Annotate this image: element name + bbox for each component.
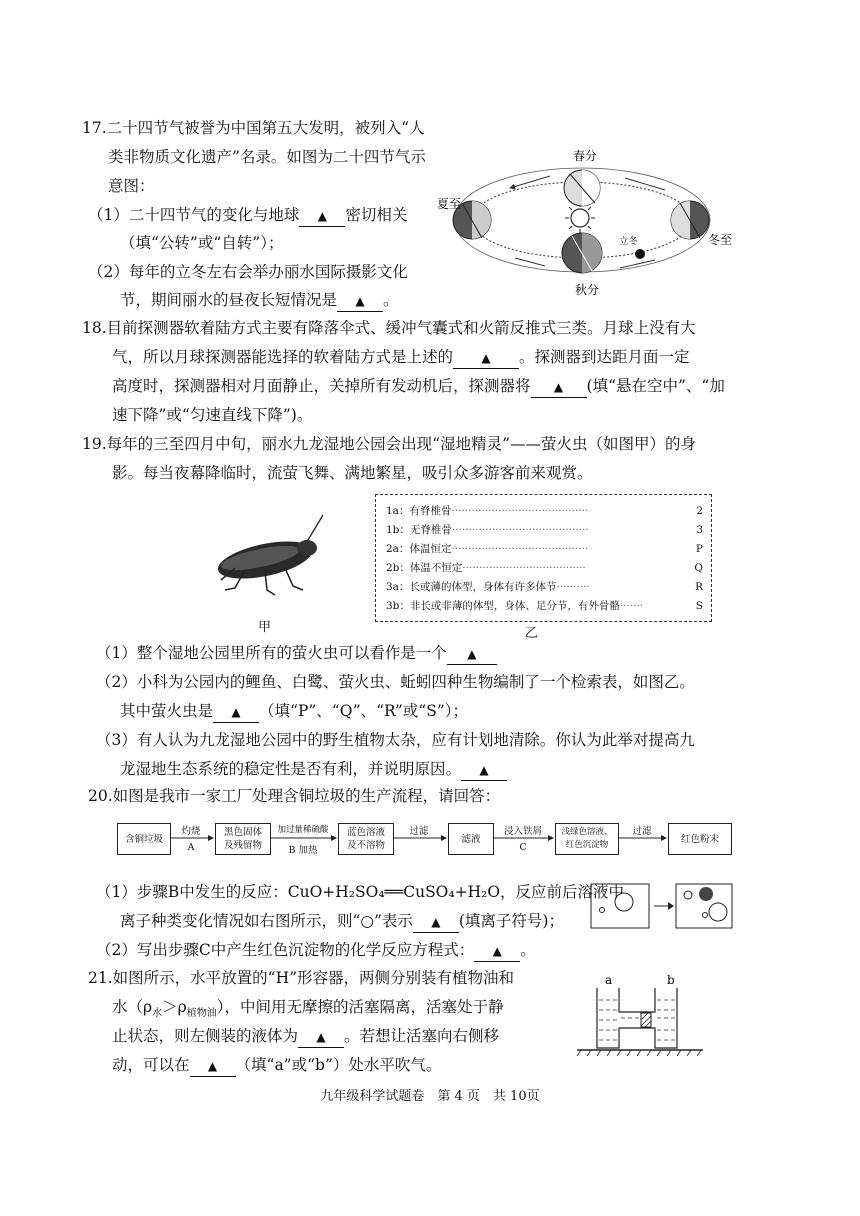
answer-blank[interactable]: ▲ [461, 760, 507, 781]
q21-l2-a: 水（ρ [112, 998, 153, 1016]
key-row-text: 3b：非长或非薄的体型，身体、足分节，有外骨骼 [386, 600, 620, 612]
flow-step-letter: B 加热 [288, 845, 318, 856]
answer-blank[interactable]: ▲ [299, 206, 345, 227]
q17-p2-end: 。 [383, 291, 399, 309]
q21-line1: 21.如图所示，水平放置的“H”形容器，两侧分别装有植物油和 [88, 969, 515, 987]
q20-p2-end: 。 [520, 941, 536, 959]
q21-line2 [112, 997, 504, 1024]
key-row: 2a：体温恒定········································· P [386, 543, 703, 555]
answer-blank[interactable]: ▲ [298, 1027, 344, 1048]
q21-line3 [112, 1026, 499, 1048]
key-row: 1a：有脊椎骨········································· 2 [386, 505, 703, 517]
flow-box: 滤液 [448, 823, 494, 855]
answer-blank[interactable]: ▲ [337, 291, 383, 312]
flow-step-letter: C [519, 842, 527, 853]
label-autumn: 秋分 [575, 283, 600, 297]
q21-l3-text2: 。若想让活塞向右侧移 [344, 1027, 500, 1045]
answer-blank[interactable]: ▲ [413, 912, 459, 933]
q17-p1-text2: 密切相关 [345, 206, 408, 224]
q21-sub-oil: 植物油 [186, 1008, 217, 1020]
label-lidong: 立冬 [619, 236, 639, 247]
q20-p2-text: （2）写出步骤C中产生红色沉淀物的化学反应方程式： [96, 941, 475, 959]
flow-step-label: 浸入铁屑 [503, 826, 542, 837]
flow-box: 黑色固体 及残留物 [215, 823, 271, 855]
key-row-text: 2a：体温恒定 [386, 543, 452, 555]
q18-l3-text: 高度时，探测器相对月面静止，关掉所有发动机后，探测器将 [112, 377, 531, 395]
q19-part3: （3）有人认为九龙湿地公园中的野生植物太杂，应有计划地清除。你认为此举对提高九 [96, 731, 695, 749]
key-row: 3a：长或薄的体型，身体有许多体节·········· R [386, 581, 703, 593]
q20-p1-text: 离子种类变化情况如右图所示，则“○”表示 [120, 912, 413, 930]
h-container-diagram [575, 970, 705, 1060]
q21-l3-text: 止状态，则左侧装的液体为 [112, 1027, 299, 1045]
key-row-text: 2b：体温不恒定 [386, 562, 463, 574]
answer-blank[interactable]: ▲ [531, 377, 587, 398]
q17-part2: （2）每年的立冬左右会举办丽水国际摄影文化 [88, 263, 408, 281]
q19-p1-text: （1）整个湿地公园里所有的萤火虫可以看作是一个 [96, 644, 447, 662]
label-a: a [605, 973, 613, 987]
q19-p3-text: 龙湿地生态系统的稳定性是否有利，并说明原因。 [120, 760, 462, 778]
label-b: b [667, 973, 675, 987]
key-row-result: R [695, 581, 703, 593]
label-winter: 冬至 [708, 233, 733, 247]
label-summer: 夏至 [437, 197, 462, 211]
q18-l2-text2: 。探测器到达距月面一定 [519, 348, 690, 366]
q21-l4-text2: （填“a”或“b”）处水平吹气。 [235, 1056, 442, 1074]
label-spring: 春分 [573, 149, 598, 163]
key-row-result: Q [694, 562, 703, 574]
q19-line2: 影。每当夜幕降临时，流萤飞舞、满地繁星，吸引众多游客前来观赏。 [112, 464, 593, 482]
flow-box: 含铜垃圾 [117, 823, 171, 855]
q18-l2-text: 气，所以月球探测器能选择的软着陆方式是上述的 [112, 348, 454, 366]
answer-blank[interactable]: ▲ [190, 1056, 236, 1077]
key-row-text: 1b：无脊椎骨 [386, 524, 452, 536]
q17-line3: 意图： [108, 177, 155, 195]
q20-p1-hint: (填离子符号)； [458, 912, 564, 930]
q17-line2: 类非物质文化遗产”名录。如图为二十四节气示 [108, 148, 426, 166]
key-row-text: 3a：长或薄的体型，身体有许多体节 [386, 581, 557, 593]
key-row: 3b：非长或非薄的体型，身体、足分节，有外骨骼······· S [386, 600, 703, 612]
q17-part1-hint: （填“公转”或“自转”）； [120, 234, 284, 252]
key-row-result: P [695, 543, 703, 555]
q19-p2-hint: （填“P”、“Q”、“R”或“S”）； [259, 702, 469, 720]
key-row-result: 2 [696, 505, 703, 517]
flow-step-label: 加过量稀硫酸 [277, 825, 329, 835]
q21-l2-b: ），中间用无摩擦的活塞隔离，活塞处于静 [216, 998, 504, 1016]
q20-part1b [120, 911, 564, 933]
q20-part1: （1）步骤B中发生的反应：CuO+H₂SO₄══CuSO₄+H₂O，反应前后溶液中 [96, 883, 625, 901]
flow-box: 红色粉末 [668, 823, 732, 855]
ion-change-diagram [590, 880, 735, 932]
q18-line4: 速下降”或“匀速直线下降”)。 [112, 406, 313, 424]
flow-box: 蓝色溶液 及不溶物 [338, 823, 394, 855]
q19-line1: 19.每年的三至四月中旬，丽水九龙湿地公园会出现“湿地精灵”——萤火虫（如图甲）的身 [82, 435, 697, 453]
flow-step-label: 灼烧 [181, 826, 201, 837]
answer-blank[interactable]: ▲ [453, 348, 519, 369]
q19-p2-text: 其中萤火虫是 [120, 702, 214, 720]
key-row-result: 3 [696, 524, 703, 536]
q20-line1: 20.如图是我市一家工厂处理含铜垃圾的生产流程，请回答： [88, 787, 501, 805]
q18-line1: 18.目前探测器软着陆方式主要有降落伞式、缓冲气囊式和火箭反推式三类。月球上没有大 [82, 319, 696, 337]
key-row: 1b：无脊椎骨········································· 3 [386, 524, 703, 536]
q21-l2-mid: ＞ρ [162, 998, 187, 1016]
q21-l4-text: 动，可以在 [112, 1056, 190, 1074]
q20-part2 [96, 940, 536, 962]
page-footer: 九年级科学试题卷 第 4 页 共 10页 [320, 1089, 540, 1104]
flow-step-label: 过滤 [409, 826, 429, 837]
key-row: 2b：体温不恒定····································· Q [386, 562, 703, 574]
key-row-result: S [695, 600, 703, 612]
answer-blank[interactable]: ▲ [474, 941, 520, 962]
flow-box: 浅绿色溶液、 红色沉淀物 [555, 823, 619, 855]
flow-step-label: 过滤 [632, 826, 652, 837]
flow-step-letter: A [187, 842, 195, 853]
q18-l3-text2: (填“悬在空中”、“加 [586, 377, 725, 395]
answer-blank[interactable]: ▲ [213, 702, 259, 723]
q17-line1: 17.二十四节气被誉为中国第五大发明，被列入“人 [82, 119, 425, 137]
q21-sub-water: 水 [152, 1008, 163, 1020]
q19-part2: （2）小科为公园内的鲤鱼、白鹭、萤火虫、蚯蚓四种生物编制了一个检索表，如图乙。 [96, 673, 695, 691]
q17-p2-text: 节，期间丽水的昼夜长短情况是 [120, 291, 338, 309]
fig-label-yi: 乙 [525, 626, 539, 641]
key-row-text: 1a：有脊椎骨 [386, 505, 452, 517]
fig-label-jia: 甲 [258, 620, 272, 635]
answer-blank[interactable]: ▲ [447, 644, 497, 665]
q17-p1-text: （1）二十四节气的变化与地球 [88, 206, 300, 224]
q21-line4 [112, 1055, 441, 1077]
